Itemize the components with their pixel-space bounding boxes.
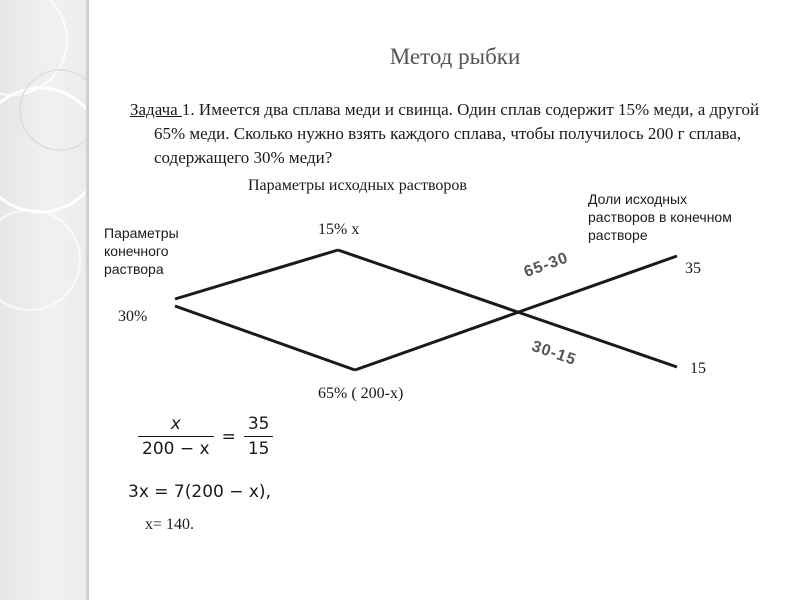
- fraction-right: [244, 414, 274, 459]
- answer: x= 140.: [145, 516, 195, 533]
- problem-text: 1. Имеется два сплава меди и свинца. Один сплав содержит 15% меди, а другой 65% меди. Сколько нужно взять каждого сплава, чтобы получилось 200 г сплава, содержащего 30% меди?: [154, 100, 760, 167]
- equals-sign: =: [221, 426, 236, 447]
- line-top-to-share-bottom: [338, 250, 677, 367]
- fraction-right-denominator: 15: [244, 436, 274, 459]
- problem-label: Задача: [130, 100, 182, 119]
- share-top-value: 35: [685, 260, 701, 277]
- slide-title: Метод рыбки: [389, 44, 521, 69]
- fraction-right-numerator: 35: [247, 414, 270, 434]
- final-params-label: Параметры конечного раствора: [104, 225, 179, 277]
- linear-equation: 3x = 7(200 − x),: [128, 482, 271, 502]
- mixture-label: 30%: [118, 308, 148, 325]
- bottom-alloy-label: 65% ( 200-x): [318, 385, 404, 402]
- diff-bottom-label: 30-15: [529, 338, 579, 370]
- shares-label: Доли исходных растворов в конечном растворе: [588, 191, 732, 243]
- diff-top-label: 65-30: [521, 249, 571, 282]
- fraction-left-numerator: x: [170, 414, 181, 434]
- top-alloy-label: 15% x: [318, 221, 360, 238]
- line-mix-to-bottom: [175, 306, 355, 370]
- source-params-label: Параметры исходных растворов: [248, 177, 467, 194]
- share-bottom-value: 15: [690, 360, 706, 377]
- proportion-equation: [138, 414, 273, 459]
- fraction-left: [138, 414, 214, 459]
- fraction-left-denominator: 200 − x: [138, 436, 214, 459]
